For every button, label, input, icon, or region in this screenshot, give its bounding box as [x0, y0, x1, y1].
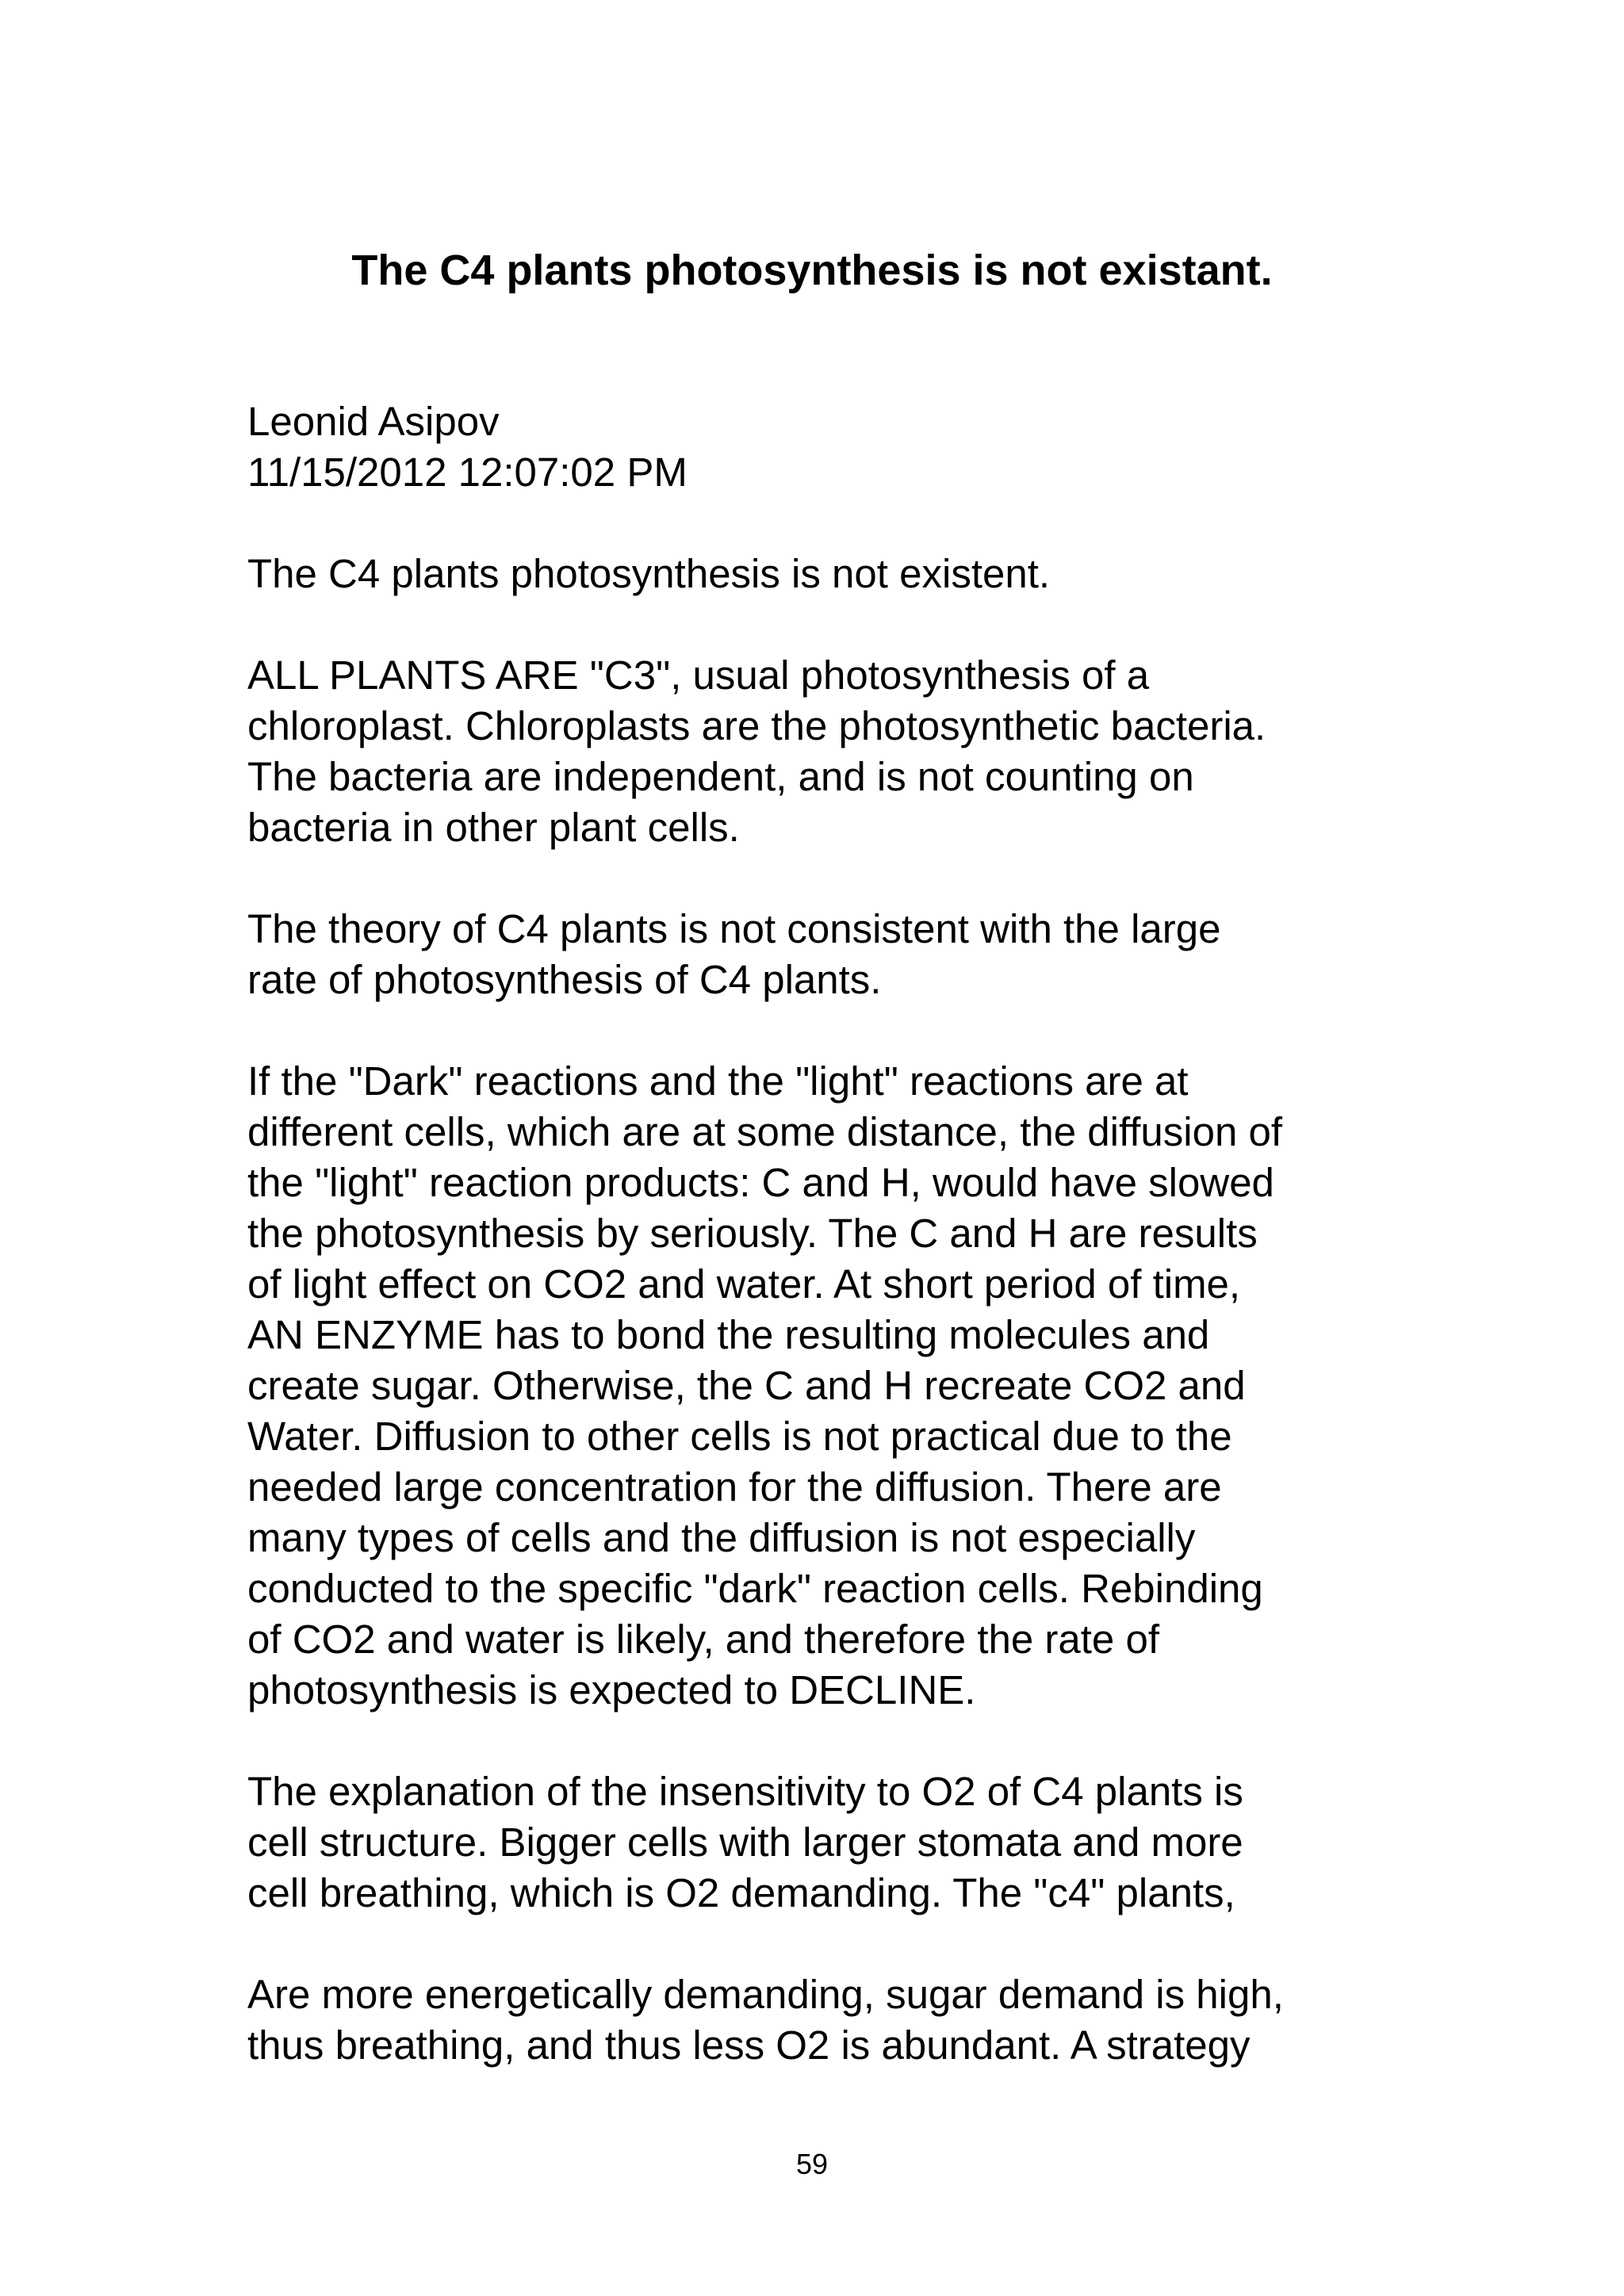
paragraph-4	[247, 1056, 1405, 1716]
paragraph-line: ALL PLANTS ARE "C3", usual photosynthesis of a	[247, 652, 1150, 698]
paragraph-line: create sugar. Otherwise, the C and H recreate CO2 and	[247, 1363, 1246, 1408]
paragraph-line: cell breathing, which is O2 demanding. The "c4" plants,	[247, 1870, 1235, 1915]
paragraph-1	[247, 549, 1405, 599]
paragraph-line: many types of cells and the diffusion is not especially	[247, 1515, 1196, 1560]
paragraph-line: AN ENZYME has to bond the resulting molecules and	[247, 1312, 1210, 1357]
paragraph-line: of CO2 and water is likely, and therefore the rate of	[247, 1617, 1159, 1662]
document-title: The C4 plants photosynthesis is not existant.	[351, 247, 1273, 294]
document-datetime: 11/15/2012 12:07:02 PM	[247, 450, 688, 495]
paragraph-line: thus breathing, and thus less O2 is abundant. A strategy	[247, 2022, 1251, 2068]
author-name: Leonid Asipov	[247, 399, 500, 444]
paragraph-line: chloroplast. Chloroplasts are the photosynthetic bacteria.	[247, 703, 1266, 748]
paragraph-3	[247, 904, 1405, 1005]
page-number: 59	[795, 2148, 829, 2180]
paragraph-line: the photosynthesis by seriously. The C and H are results	[247, 1211, 1258, 1256]
paragraph-line: needed large concentration for the diffusion. There are	[247, 1464, 1222, 1510]
paragraph-line: Water. Diffusion to other cells is not practical due to the	[247, 1414, 1232, 1459]
paragraph-line: If the "Dark" reactions and the "light" reactions are at	[247, 1058, 1189, 1104]
paragraph-line: The explanation of the insensitivity to O2 of C4 plants is	[247, 1769, 1243, 1814]
document-body	[247, 396, 1405, 2071]
paragraph-line: the "light" reaction products: C and H, would have slowed	[247, 1160, 1274, 1205]
paragraph-line: rate of photosynthesis of C4 plants.	[247, 957, 882, 1002]
paragraph-line: cell structure. Bigger cells with larger stomata and more	[247, 1820, 1243, 1865]
paragraph-line: The C4 plants photosynthesis is not existent.	[247, 551, 1051, 596]
paragraph-line: The bacteria are independent, and is not counting on	[247, 754, 1194, 799]
paragraph-line: of light effect on CO2 and water. At short period of time,	[247, 1261, 1241, 1307]
paragraph-line: photosynthesis is expected to DECLINE.	[247, 1667, 976, 1712]
paragraph-line: Are more energetically demanding, sugar demand is high,	[247, 1972, 1284, 2017]
paragraph-line: different cells, which are at some distance, the diffusion of	[247, 1109, 1283, 1154]
paragraph-line: The theory of C4 plants is not consistent with the large	[247, 906, 1221, 951]
paragraph-6	[247, 1969, 1405, 2071]
paragraph-2	[247, 650, 1405, 853]
paragraph-5	[247, 1766, 1405, 1919]
paragraph-line: bacteria in other plant cells.	[247, 805, 740, 850]
paragraph-line: conducted to the specific "dark" reaction cells. Rebinding	[247, 1566, 1263, 1611]
